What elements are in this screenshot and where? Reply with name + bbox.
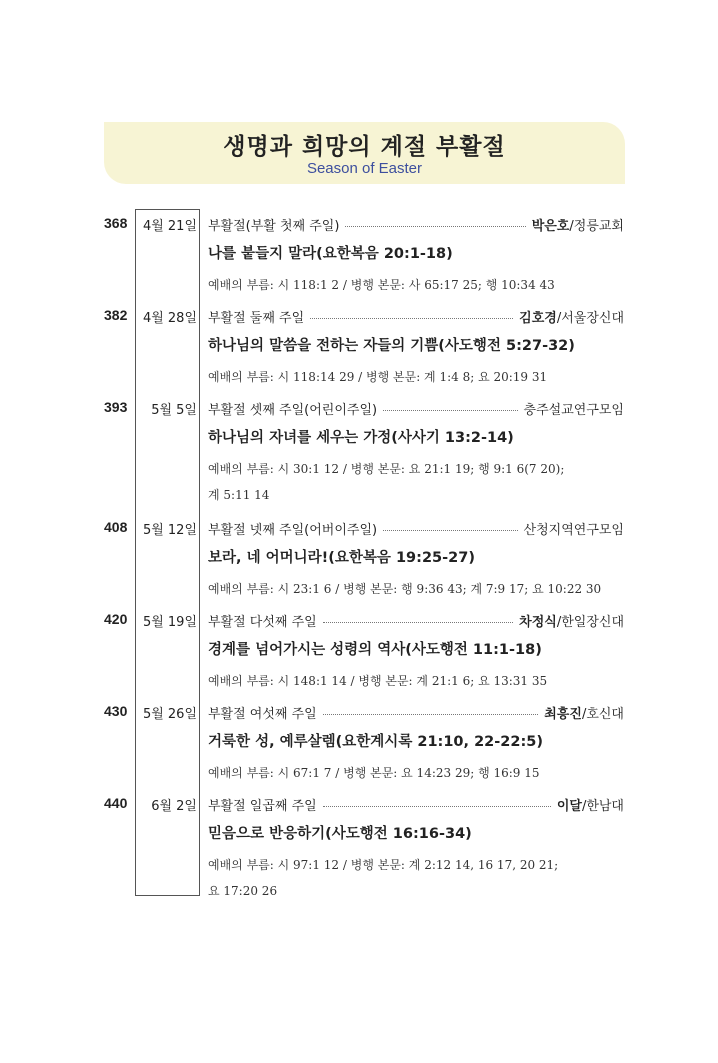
dot-leader	[323, 806, 551, 807]
entry-header-row	[208, 611, 624, 629]
readings-line-continued: 요 17:20 26	[208, 884, 278, 898]
readings	[208, 272, 628, 298]
author	[519, 307, 624, 326]
author	[524, 399, 624, 418]
entry-header-row	[208, 215, 624, 233]
page-number: 408	[104, 519, 128, 535]
author	[532, 215, 624, 234]
week-label: 부활절 일곱째 주일	[208, 799, 317, 814]
sermon-title: 나를 붙들지 말라(요한복음 20:1-18)	[208, 246, 453, 262]
entry-header-row	[208, 703, 624, 721]
sermon-title: 하나님의 말씀을 전하는 자들의 기쁨(사도행전 5:27-32)	[208, 338, 575, 354]
week-label: 부활절 다섯째 주일	[208, 615, 317, 630]
author	[544, 703, 624, 722]
entry-date: 5월 26일	[142, 707, 197, 722]
entry-date: 4월 21일	[142, 219, 197, 234]
sermon-title: 보라, 네 어머니라!(요한복음 19:25-27)	[208, 550, 475, 566]
page-number: 430	[104, 703, 128, 719]
author-name: 김호경	[519, 311, 557, 326]
dot-leader	[383, 410, 517, 411]
week-label: 부활절 셋째 주일(어린이주일)	[208, 403, 378, 418]
readings-line: 예배의 부름: 시 148:1 14 / 병행 본문: 계 21:1 6; 요 13:31 35	[208, 674, 548, 688]
page-number: 440	[104, 795, 128, 811]
author	[519, 611, 624, 630]
entry-date: 4월 28일	[142, 311, 197, 326]
page-number: 382	[104, 307, 128, 323]
dot-leader	[310, 318, 513, 319]
dot-leader	[323, 622, 513, 623]
author-affiliation: /서울장신대	[556, 311, 624, 326]
readings-line: 예배의 부름: 시 118:14 29 / 병행 본문: 계 1:4 8; 요 20:19 31	[208, 370, 548, 384]
entry-header-row	[208, 795, 624, 813]
sermon-title: 믿음으로 반응하기(사도행전 16:16-34)	[208, 826, 472, 842]
author-affiliation: /정릉교회	[569, 219, 624, 234]
author-affiliation: /한남대	[581, 799, 624, 814]
entry-header-row	[208, 519, 624, 537]
entry-date: 5월 12일	[142, 523, 197, 538]
readings-line: 예배의 부름: 시 118:1 2 / 병행 본문: 사 65:17 25; 행 10:34 43	[208, 278, 555, 292]
page-number: 368	[104, 215, 128, 231]
page-subtitle: Season of Easter	[306, 160, 423, 177]
readings-line: 예배의 부름: 시 67:1 7 / 병행 본문: 요 14:23 29; 행 16:9 15	[208, 766, 540, 780]
author-affiliation: /한일장신대	[556, 615, 624, 630]
dot-leader	[345, 226, 525, 227]
author-name: 이달	[556, 799, 582, 814]
author-affiliation: 충주설교연구모임	[523, 403, 624, 418]
week-label: 부활절 넷째 주일(어버이주일)	[208, 523, 378, 538]
dot-leader	[383, 530, 517, 531]
readings	[208, 668, 628, 694]
readings-line-continued: 계 5:11 14	[208, 488, 270, 502]
week-label: 부활절 둘째 주일	[208, 311, 305, 326]
sermon-title: 경계를 넘어가시는 성령의 역사(사도행전 11:1-18)	[208, 642, 542, 658]
author	[557, 795, 624, 814]
entry-header-row	[208, 399, 624, 417]
readings	[208, 852, 628, 904]
entry-header-row	[208, 307, 624, 325]
readings	[208, 576, 628, 602]
author-affiliation: /호신대	[581, 707, 624, 722]
page-number: 393	[104, 399, 128, 415]
author-name: 최흥진	[544, 707, 582, 722]
readings	[208, 760, 628, 786]
readings-line: 예배의 부름: 시 30:1 12 / 병행 본문: 요 21:1 19; 행 9:1 6(7 20);	[208, 462, 565, 476]
sermon-title: 거룩한 성, 예루살렘(요한계시록 21:10, 22-22:5)	[208, 734, 543, 750]
author-affiliation: 산청지역연구모임	[523, 523, 624, 538]
author	[524, 519, 624, 538]
entry-date: 6월 2일	[151, 799, 197, 814]
entry-date: 5월 19일	[142, 615, 197, 630]
week-label: 부활절(부활 첫째 주일)	[208, 219, 340, 234]
sermon-title: 하나님의 자녀를 세우는 가정(사사기 13:2-14)	[208, 430, 514, 446]
readings-line: 예배의 부름: 시 23:1 6 / 병행 본문: 행 9:36 43; 계 7:9 17; 요 10:22 30	[208, 582, 602, 596]
author-name: 차정식	[519, 615, 557, 630]
week-label: 부활절 여섯째 주일	[208, 707, 317, 722]
author-name: 박은호	[531, 219, 570, 234]
page-number: 420	[104, 611, 128, 627]
readings	[208, 456, 628, 508]
entry-date: 5월 5일	[151, 403, 197, 418]
page-title: 생명과 희망의 계절 부활절	[223, 134, 506, 160]
readings-line: 예배의 부름: 시 97:1 12 / 병행 본문: 계 2:12 14, 16 17, 20 21;	[208, 858, 559, 872]
readings	[208, 364, 628, 390]
dot-leader	[323, 714, 539, 715]
